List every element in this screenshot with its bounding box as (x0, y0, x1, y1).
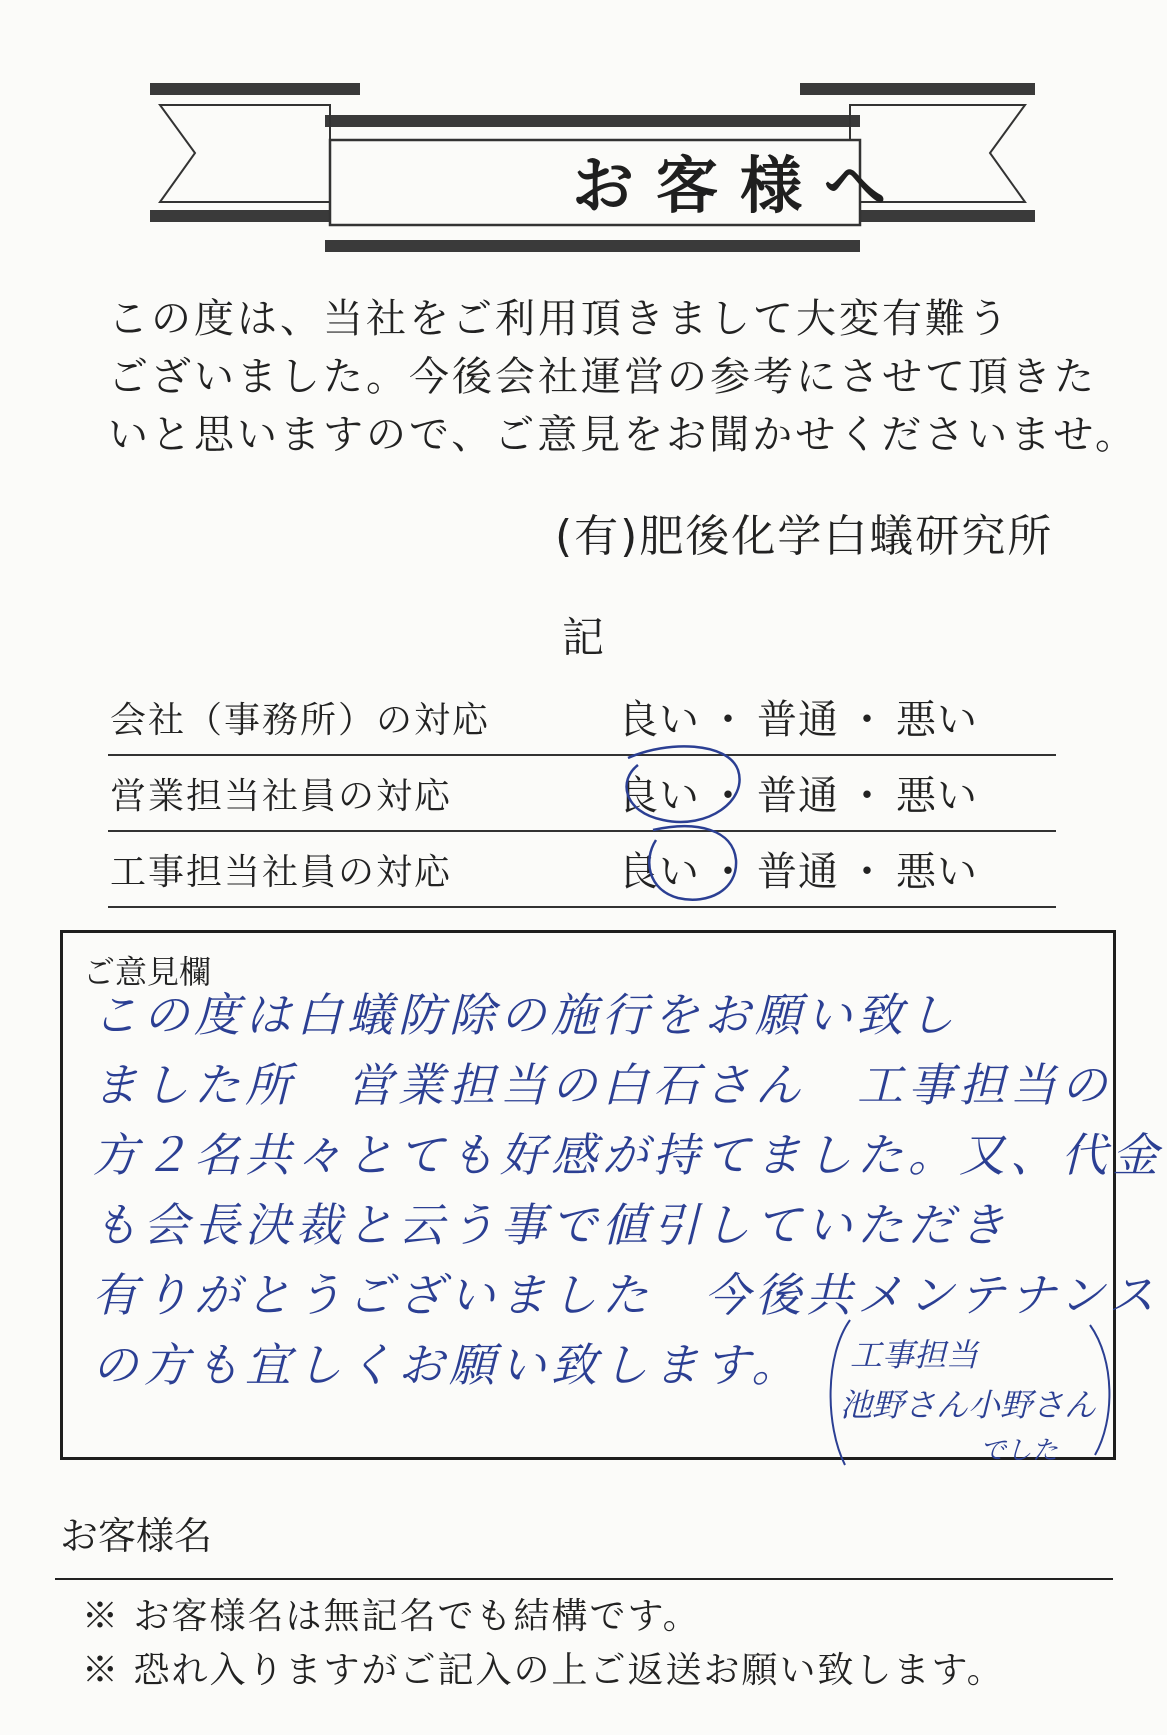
handwritten-line: ました所 営業担当の白石さん 工事担当の (92, 1058, 1112, 1112)
rating-label: 営業担当社員の対応 (110, 776, 453, 817)
option-good[interactable]: 良い (618, 849, 700, 895)
ki-heading: 記 (562, 613, 605, 662)
footer-notes (82, 1590, 1005, 1698)
handwritten-line: 方２名共々とても好感が持てました。又、代金 (92, 1128, 1163, 1182)
handwritten-line: 有りがとうございました 今後共メンテナンス (92, 1268, 1160, 1322)
rating-options (618, 688, 978, 745)
option-average[interactable]: 普通 (757, 697, 839, 743)
customer-name-field[interactable] (55, 1578, 1113, 1580)
footer-note: ※ お客様名は無記名でも結構です。 (82, 1596, 701, 1637)
option-separator: ・ (708, 773, 749, 819)
option-average[interactable]: 普通 (757, 849, 839, 895)
banner-title: お客様へ (571, 148, 908, 222)
rating-label: 工事担当社員の対応 (110, 852, 453, 893)
footer-note: ※ 恐れ入りますがご記入の上ご返送お願い致します。 (82, 1650, 1005, 1691)
rating-table (108, 680, 1056, 908)
opinion-title: ご意見欄 (83, 953, 212, 991)
handwritten-line: も会長決裁と云う事で値引していただき (92, 1198, 1010, 1252)
handwritten-line: この度は白蟻防除の施行をお願い致し (92, 988, 959, 1042)
intro-line: いと思いますので、ご意見をお聞かせくださいませ。 (108, 412, 1138, 458)
rating-label: 会社（事務所）の対応 (110, 700, 491, 741)
option-bad[interactable]: 悪い (896, 849, 978, 895)
option-separator: ・ (847, 849, 888, 895)
title-banner (150, 80, 1035, 260)
option-separator: ・ (847, 773, 888, 819)
note-line: でした (980, 1436, 1059, 1466)
rating-options (618, 840, 978, 897)
option-separator: ・ (708, 697, 749, 743)
option-separator: ・ (847, 697, 888, 743)
company-name: (有)肥後化学白蟻研究所 (555, 511, 1054, 562)
rating-row-office (108, 680, 1056, 756)
option-bad[interactable]: 悪い (896, 773, 978, 819)
option-separator: ・ (708, 849, 749, 895)
intro-line: この度は、当社をご利用頂きまして大変有難う (108, 296, 1011, 342)
option-average[interactable]: 普通 (757, 773, 839, 819)
note-line: 池野さん小野さん (840, 1386, 1097, 1424)
intro-line: ございました。今後会社運営の参考にさせて頂きた (108, 354, 1097, 400)
option-good[interactable]: 良い (618, 773, 700, 819)
option-bad[interactable]: 悪い (896, 697, 978, 743)
note-line: 工事担当 (850, 1336, 979, 1374)
customer-name-label: お客様名 (60, 1514, 213, 1558)
intro-text (108, 290, 1138, 464)
handwritten-line: の方も宜しくお願い致します。 (92, 1338, 803, 1392)
rating-options (618, 764, 978, 821)
rating-row-construction (108, 832, 1056, 908)
rating-row-sales (108, 756, 1056, 832)
option-good[interactable]: 良い (618, 697, 700, 743)
